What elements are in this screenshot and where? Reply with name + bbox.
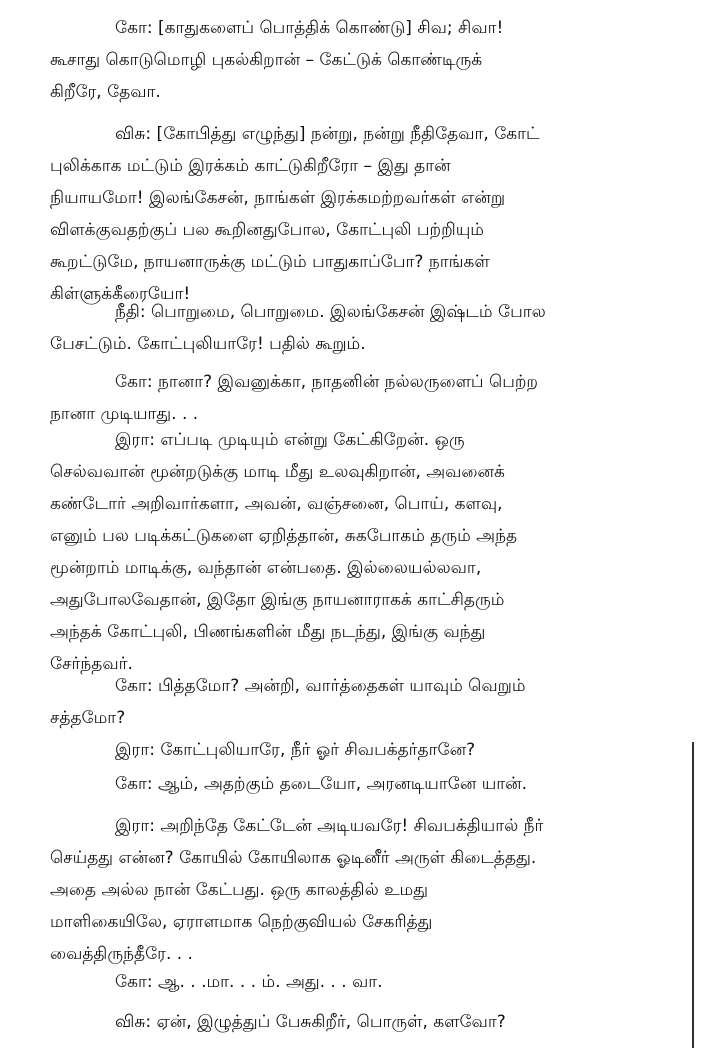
text-line: மூன்றாம் மாடிக்கு, வந்தான் என்பதை. இல்லையல்லவா, xyxy=(50,558,482,578)
text-line: பேசட்டும். கோட்புலியாரே! பதில் கூறும். xyxy=(50,334,366,354)
text-line: நியாயமோ! இலங்கேசன், நாங்கள் இரக்கமற்றவர்கள் என்று xyxy=(50,188,506,208)
text-line: அதை அல்ல நான் கேட்பது. ஒரு காலத்தில் உமது xyxy=(50,880,428,900)
text-line: நானா முடியாது. . . xyxy=(50,404,199,424)
text-line: மாளிகையிலே, ஏராளமாக நெற்குவியல் சேகரித்து xyxy=(50,912,433,932)
text-line: கோ: நானா? இவனுக்கா, நாதனின் நல்லருளைப் பெற்ற xyxy=(115,372,538,392)
text-line: இரா: எப்படி முடியும் என்று கேட்கிறேன். ஒரு xyxy=(115,430,465,450)
text-line: கண்டோர் அறிவார்களா, அவன், வஞ்சனை, பொய், களவு, xyxy=(50,494,503,514)
text-line: இரா: கோட்புலியாரே, நீர் ஓர் சிவபக்தர்தானே? xyxy=(115,740,476,760)
dialogue-paragraph xyxy=(50,810,680,970)
text-line: எனும் பல படிக்கட்டுகளை ஏறித்தான், சுகபோகம் தரும் அந்த xyxy=(50,526,518,546)
text-line: கூசாது கொடுமொழி புகல்கிறான் – கேட்டுக் கொண்டிருக் xyxy=(50,50,483,70)
margin-rule xyxy=(692,742,694,1048)
text-line: செய்தது என்ன? கோயில் கோயிலாக ஓடினீர் அருள் கிடைத்தது. xyxy=(50,848,537,868)
text-line: விசு: ஏன், இழுத்துப் பேசுகிறீர், பொருள், களவோ? xyxy=(115,1012,506,1032)
text-line: கூறட்டுமே, நாயனாருக்கு மட்டும் பாதுகாப்போ? நாங்கள் xyxy=(50,252,490,272)
dialogue-paragraph xyxy=(50,366,680,430)
text-line: விளக்குவதற்குப் பல கூறினதுபோல, கோட்புலி பற்றியும் xyxy=(50,220,484,240)
dialogue-paragraph xyxy=(50,12,680,108)
text-line: அந்தக் கோட்புலி, பிணங்களின் மீது நடந்து, இங்கு வந்து xyxy=(50,622,486,642)
dialogue-paragraph xyxy=(50,424,680,680)
text-line: சேர்ந்தவர். xyxy=(50,654,133,674)
text-line: கிறீரே, தேவா. xyxy=(50,82,161,102)
dialogue-paragraph xyxy=(50,296,680,360)
dialogue-paragraph xyxy=(50,768,680,800)
dialogue-paragraph xyxy=(50,1006,680,1038)
text-line: கிள்ளுக்கீரையோ! xyxy=(50,284,191,304)
text-line: விசு: [கோபித்து எழுந்து] நன்று, நன்று நீதிதேவா, கோட் xyxy=(115,124,540,144)
text-line: கோ: ஆம், அதற்கும் தடையோ, அரனடியானே யான். xyxy=(115,774,528,794)
text-line: புலிக்காக மட்டும் இரக்கம் காட்டுகிறீரோ – இது தான் xyxy=(50,156,451,176)
text-line: கோ: ஆ. . .மா. . . ம். அது. . . வா. xyxy=(115,972,383,992)
text-line: வைத்திருந்தீரே. . . xyxy=(50,944,193,964)
text-line: செல்வவான் மூன்றடுக்கு மாடி மீது உலவுகிறான், அவனைக் xyxy=(50,462,505,482)
text-line: கோ: பித்தமோ? அன்றி, வார்த்தைகள் யாவும் வெறும் xyxy=(115,676,526,696)
dialogue-paragraph xyxy=(50,966,680,998)
text-line: நீதி: பொறுமை, பொறுமை. இலங்கேசன் இஷ்டம் போல xyxy=(115,302,546,322)
text-line: அதுபோலவேதான், இதோ இங்கு நாயனாராகக் காட்சிதரும் xyxy=(50,590,505,610)
dialogue-paragraph xyxy=(50,670,680,734)
dialogue-paragraph xyxy=(50,734,680,766)
text-line: சத்தமோ? xyxy=(50,708,126,728)
text-line: இரா: அறிந்தே கேட்டேன் அடியவரே! சிவபக்தியால் நீர் xyxy=(115,816,544,836)
text-line: கோ: [காதுகளைப் பொத்திக் கொண்டு] சிவ; சிவா! xyxy=(115,18,504,38)
dialogue-paragraph xyxy=(50,118,680,310)
